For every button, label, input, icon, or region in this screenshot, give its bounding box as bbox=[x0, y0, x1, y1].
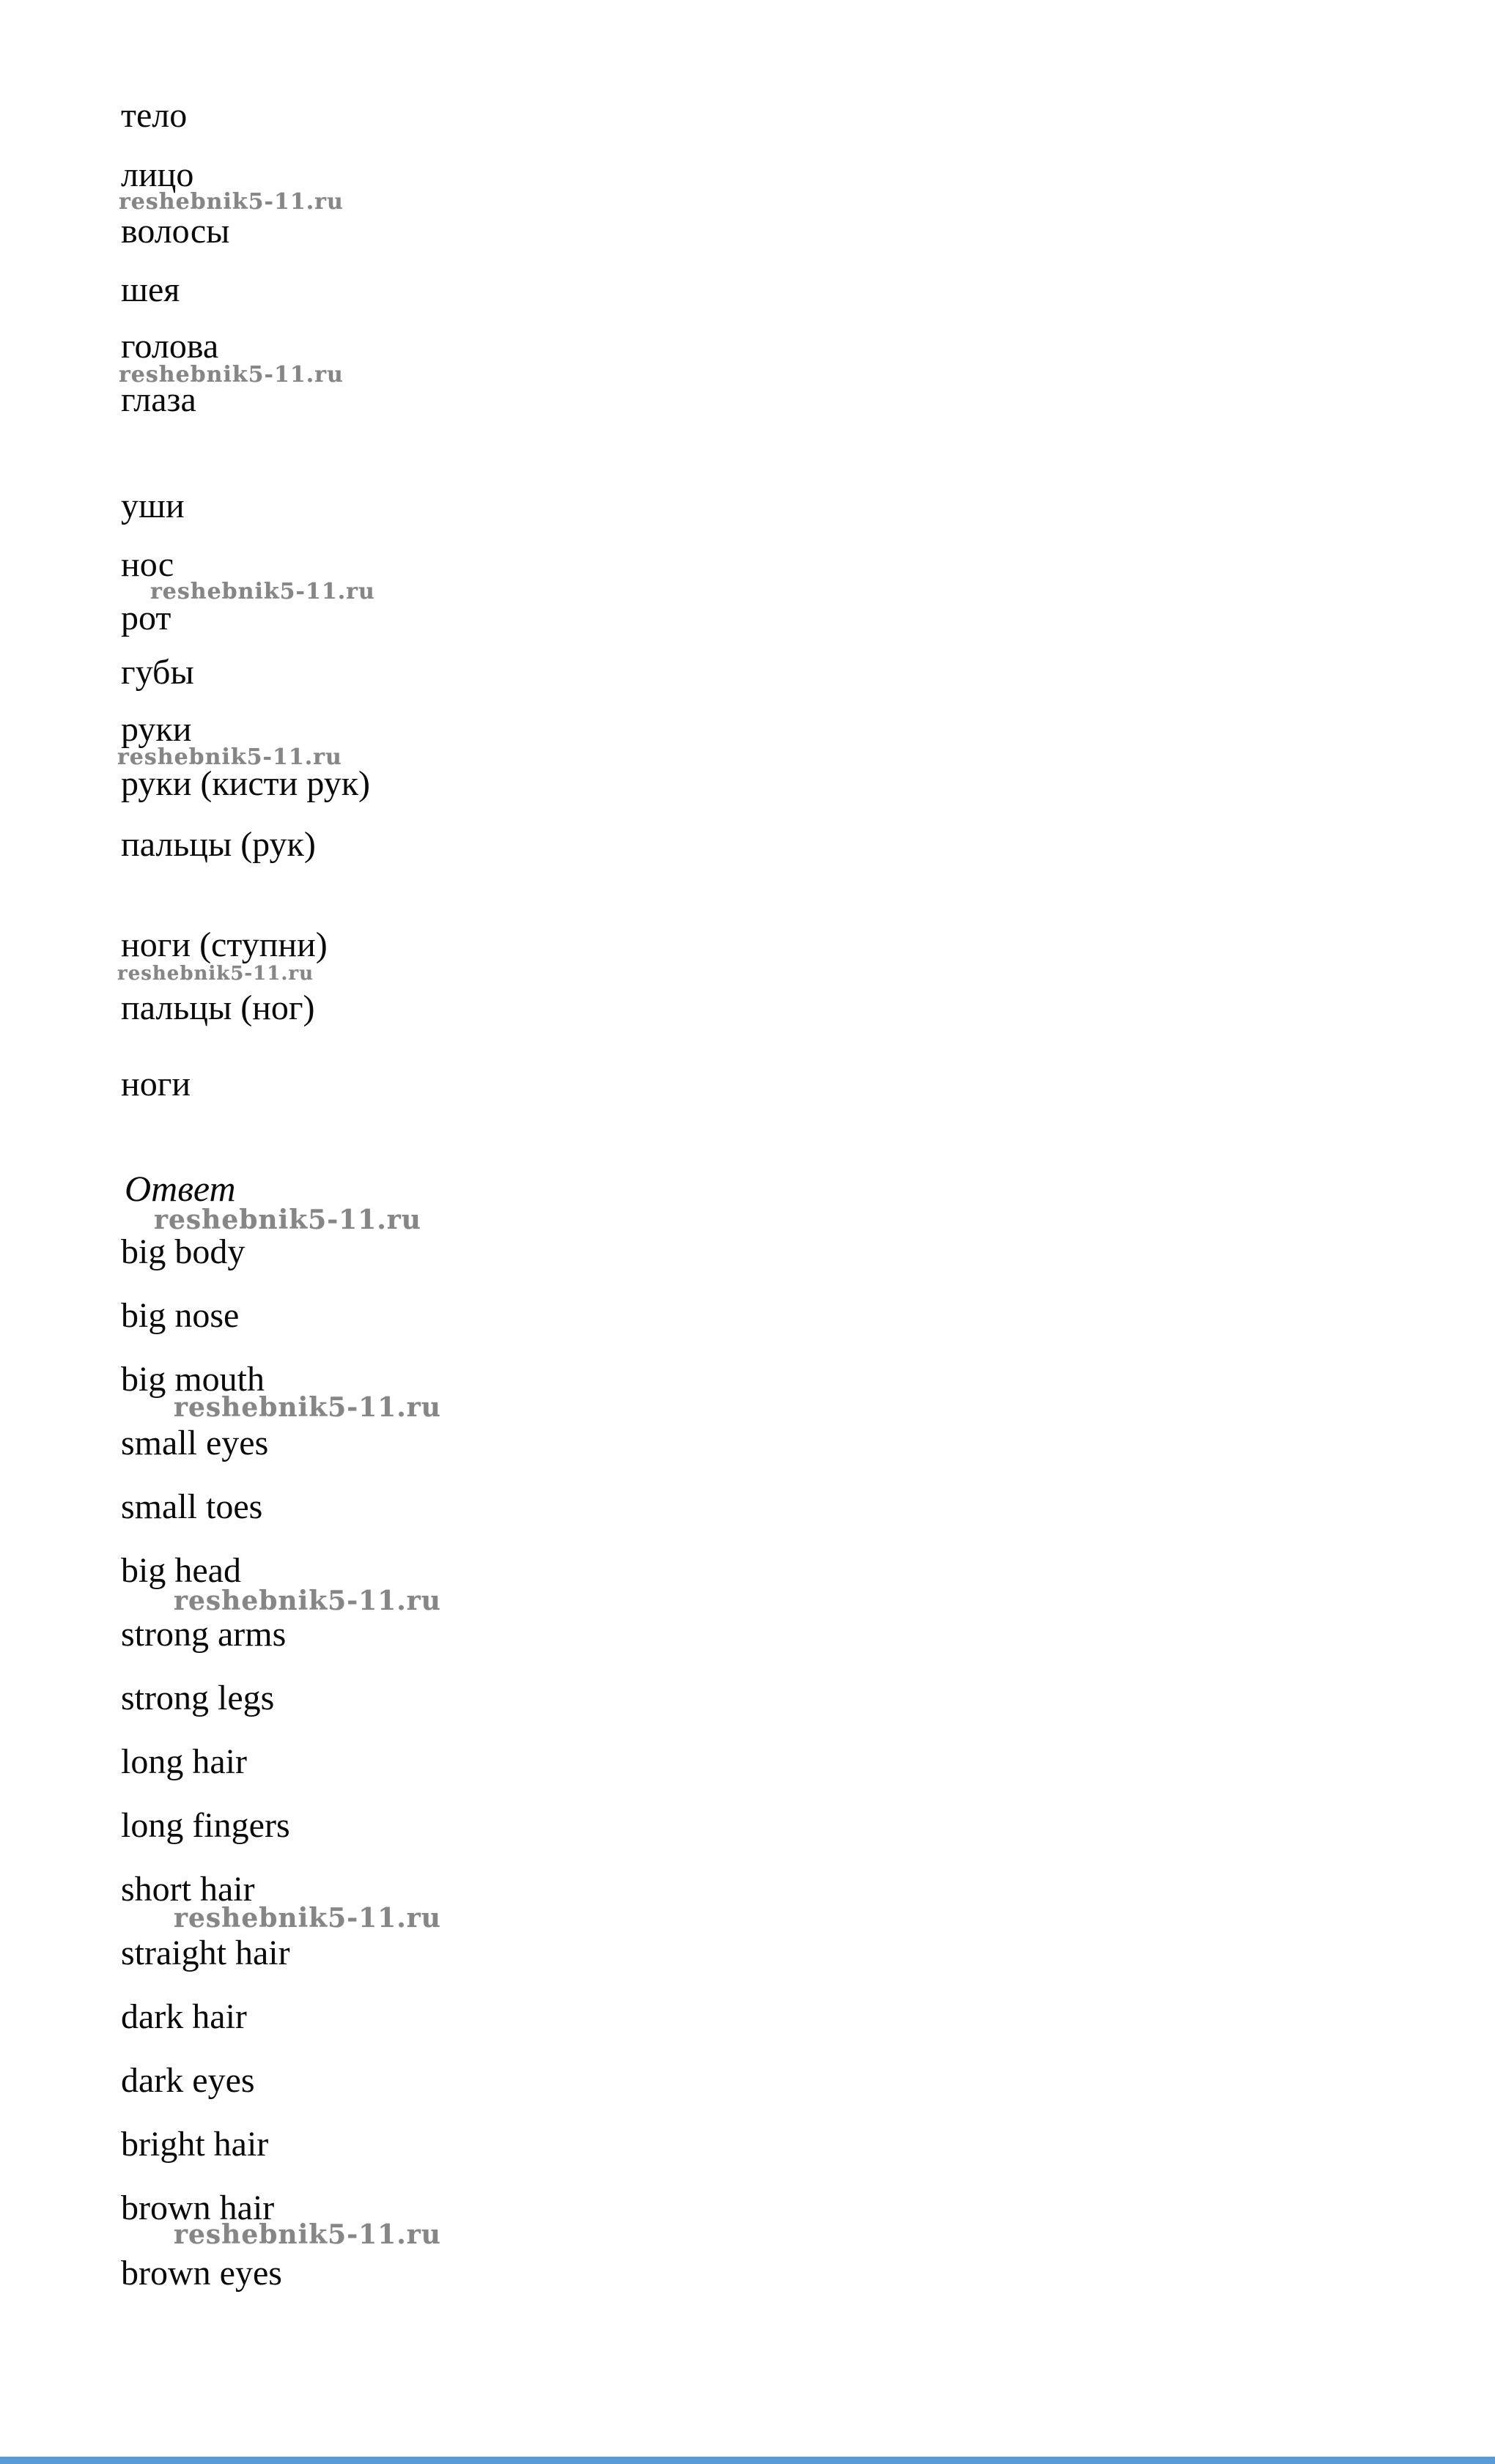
russian-word: ноги bbox=[121, 1065, 191, 1103]
watermark: reshebnik5-11.ru bbox=[174, 2219, 441, 2250]
english-phrase: brown hair bbox=[121, 2189, 275, 2227]
english-phrase: bright hair bbox=[121, 2125, 269, 2164]
english-phrase: big body bbox=[121, 1232, 246, 1271]
russian-word: руки bbox=[121, 710, 192, 749]
russian-word: рот bbox=[121, 599, 171, 637]
russian-word: шея bbox=[121, 270, 180, 309]
english-phrase: strong arms bbox=[121, 1615, 287, 1654]
english-phrase: small toes bbox=[121, 1487, 263, 1526]
watermark: reshebnik5-11.ru bbox=[117, 744, 342, 770]
english-phrase: big mouth bbox=[121, 1360, 265, 1399]
bottom-bar bbox=[0, 2457, 1495, 2464]
watermark: reshebnik5-11.ru bbox=[119, 189, 344, 215]
watermark: reshebnik5-11.ru bbox=[174, 1586, 441, 1616]
english-phrase: brown eyes bbox=[121, 2254, 282, 2293]
english-phrase: strong legs bbox=[121, 1679, 275, 1717]
watermark: reshebnik5-11.ru bbox=[154, 1205, 421, 1235]
english-phrase: long fingers bbox=[121, 1806, 290, 1845]
english-phrase: short hair bbox=[121, 1870, 255, 1909]
russian-word: тело bbox=[121, 96, 188, 135]
watermark: reshebnik5-11.ru bbox=[117, 963, 314, 985]
watermark: reshebnik5-11.ru bbox=[174, 1392, 441, 1423]
english-phrase: big nose bbox=[121, 1296, 240, 1335]
english-phrase: big head bbox=[121, 1551, 241, 1590]
russian-word: уши bbox=[121, 486, 185, 525]
russian-word: ноги (ступни) bbox=[121, 925, 328, 964]
russian-word: руки (кисти рук) bbox=[121, 764, 371, 803]
russian-word: лицо bbox=[121, 155, 194, 194]
russian-word: нос bbox=[121, 545, 174, 584]
english-phrase: small eyes bbox=[121, 1424, 269, 1462]
russian-word: пальцы (ног) bbox=[121, 988, 315, 1027]
russian-word: голова bbox=[121, 327, 219, 366]
watermark: reshebnik5-11.ru bbox=[174, 1903, 441, 1934]
english-phrase: dark eyes bbox=[121, 2061, 255, 2100]
russian-word: пальцы (рук) bbox=[121, 825, 316, 864]
answer-heading: Ответ bbox=[125, 1168, 236, 1209]
english-phrase: straight hair bbox=[121, 1934, 290, 1972]
english-phrase: long hair bbox=[121, 1742, 247, 1781]
watermark: reshebnik5-11.ru bbox=[150, 579, 375, 604]
russian-word: волосы bbox=[121, 212, 230, 251]
russian-word: глаза bbox=[121, 380, 196, 419]
english-phrase: dark hair bbox=[121, 1997, 247, 2036]
watermark: reshebnik5-11.ru bbox=[119, 362, 344, 388]
russian-word: губы bbox=[121, 653, 194, 692]
